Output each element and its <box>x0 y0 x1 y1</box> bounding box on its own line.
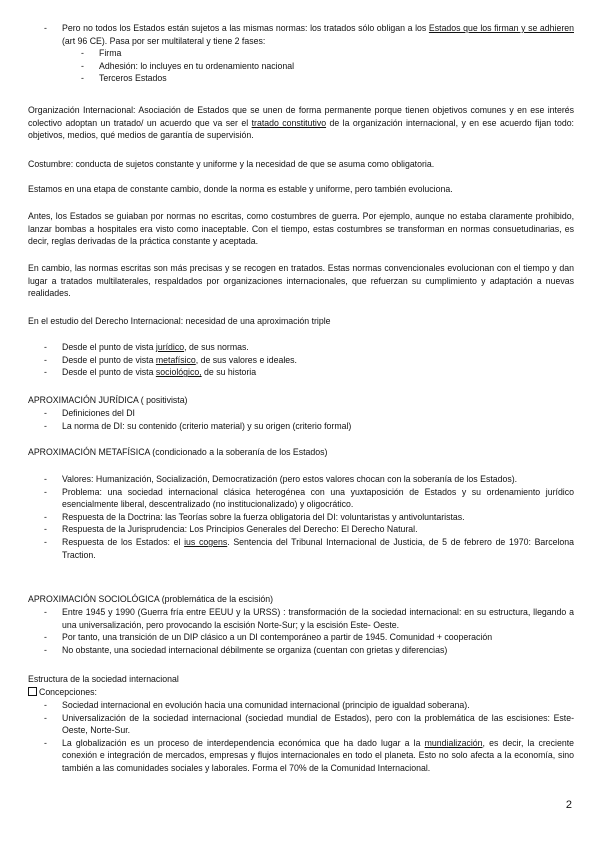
paragraph-escritas: En cambio, las normas escritas son más precisas y se recogen en tratados. Estas normas convencionales evolucionan con el tiempo y dan lugar a tratados multilaterales, respaldados por organizaciones internacionales, que refuerzan su cumplimiento y adaptación a nuevas realidades. <box>28 263 574 299</box>
list-item: - Desde el punto de vista sociológico, de su historia <box>28 366 574 379</box>
list-item: - Respuesta de la Doctrina: las Teorías sobre la fuerza obligatoria del DI: voluntaristas y antivoluntaristas. <box>28 511 574 524</box>
paragraph-antes: Antes, los Estados se guiaban por normas no escritas, como costumbres de guerra. Por ejemplo, aunque no estaba claramente prohibido, lanzar bombas a hospitales era visto como inaceptable. Con el tiempo, estas costumbres se transforman en normas consuetudinarias, es decir, reglas derivadas de la práctica constante y aceptada. <box>28 211 574 247</box>
heading-metafisica: APROXIMACIÓN METAFÍSICA (condicionado a la soberanía de los Estados) <box>28 447 328 457</box>
sociologica-list <box>28 606 574 656</box>
metafisica-list <box>28 473 574 561</box>
heading-sociologica: APROXIMACIÓN SOCIOLÓGICA (problemática de la escisión) <box>28 594 274 604</box>
page-number: 2 <box>565 799 572 811</box>
paragraph-costumbre: Costumbre: conducta de sujetos constante y uniforme y la necesidad de que se asuma como obligatoria. <box>28 159 435 169</box>
concepciones-label: Concepciones: <box>28 686 574 699</box>
paragraph-cambio: Estamos en una etapa de constante cambio, donde la norma es estable y uniforme, pero también evoluciona. <box>28 184 453 194</box>
paragraph-estudio: En el estudio del Derecho Internacional: necesidad de una aproximación triple <box>28 316 331 326</box>
list-item: - Respuesta de los Estados: el ius cogens. Sentencia del Tribunal Internacional de Justicia, de 5 de febrero de 1970: Barcelona Traction. <box>28 536 574 561</box>
list-item: - No obstante, una sociedad internacional débilmente se organiza (cuentan con grietas y diferencias) <box>28 644 574 657</box>
list-item: - Valores: Humanización, Socialización, Democratización (pero estos valores chocan con la soberanía de los Estados). <box>28 473 574 486</box>
checkbox-icon <box>28 687 37 696</box>
sub-item-firma: - Firma <box>28 47 574 60</box>
heading-estructura: Estructura de la sociedad internacional <box>28 674 179 684</box>
underlined-text: ius cogens <box>184 536 228 547</box>
sub-item-terceros: - Terceros Estados <box>28 72 574 85</box>
list-item: - La globalización es un proceso de interdependencia económica que ha dado lugar a la mundialización, es decir, la creciente conexión e integración de mercados, empresas y flujos internacionales en todo el planeta. Esto no solo afecta a la economía, sino también a las comunidades sociales y laborales. Forma el 70% de la Comunidad Internacional. <box>28 737 574 775</box>
list-item: - Entre 1945 y 1990 (Guerra fría entre EEUU y la URSS) : transformación de la sociedad internacional: en su estructura, llegando a una universalización, pero provocando la escisión Norte-Sur; y la escisión Este- Oeste. <box>28 606 574 631</box>
list-item: - Por tanto, una transición de un DIP clásico a un DI contemporáneo a partir de 1945. Comunidad + cooperación <box>28 631 574 644</box>
underlined-text: jurídico <box>155 342 185 352</box>
underlined-text: tratado constitutivo <box>251 117 327 128</box>
underlined-text: sociológico, <box>155 367 202 378</box>
juridica-list <box>28 407 574 432</box>
sub-item-adhesion: - Adhesión: lo incluyes en tu ordenamiento nacional <box>28 60 574 73</box>
heading-juridica: APROXIMACIÓN JURÍDICA ( positivista) <box>28 395 188 405</box>
list-item: - Respuesta de la Jurisprudencia: Los Principios Generales del Derecho: El Derecho Natural. <box>28 523 574 536</box>
treaties-item: - Pero no todos los Estados están sujetos a las mismas normas: los tratados sólo obligan a los Estados que los firman y se adhieren (art 96 CE). Pasa por ser multilateral y tiene 2 fases: <box>28 22 574 47</box>
underlined-text: metafísico <box>155 354 196 365</box>
list-item: - Definiciones del DI <box>28 407 574 420</box>
list-item: - Problema: una sociedad internacional clásica heterogénea con una yuxtaposición de Estados y su ordenamiento jurídico esencialmente liberal, descentralizado (no institucionalizado) y oligocrático. <box>28 486 574 511</box>
list-item: - La norma de DI: su contenido (criterio material) y su origen (criterio formal) <box>28 420 574 433</box>
treaties-list <box>28 22 574 85</box>
list-item: - Sociedad internacional en evolución hacia una comunidad internacional (principio de igualdad soberana). <box>28 699 574 712</box>
list-item: - Universalización de la sociedad internacional (sociedad mundial de Estados), pero con la problemática de las escisiones: Este-Oeste, Norte-Sur. <box>28 712 574 737</box>
triple-approach-list <box>28 341 574 379</box>
list-item: - Desde el punto de vista metafísico, de sus valores e ideales. <box>28 354 574 367</box>
list-item: - Desde el punto de vista jurídico, de sus normas. <box>28 341 574 354</box>
underlined-text: Estados que los firman y se adhieren <box>428 23 574 33</box>
paragraph-organizacion: Organización Internacional: Asociación de Estados que se unen de forma permanente porque tienen objetivos comunes y en ese interés colectivo adoptan un tratado/ un acuerdo que va ser el tratado constitutivo de la organización internacional, y en ese acuerdo fijan todo: objetivos, medios, qué medios de garantía de supervisión. <box>28 105 574 141</box>
estructura-list <box>28 699 574 775</box>
underlined-text: mundialización <box>424 737 483 748</box>
